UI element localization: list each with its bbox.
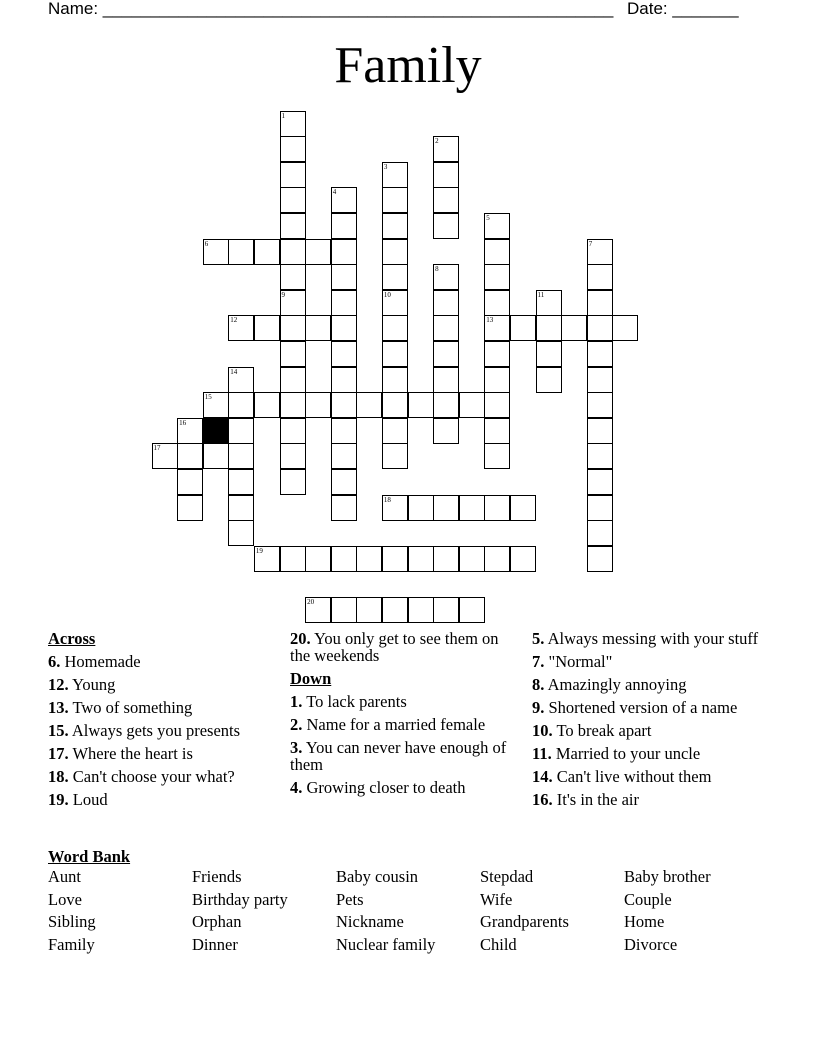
- clue-number: 20.: [290, 629, 311, 648]
- crossword-cell[interactable]: [228, 367, 254, 393]
- crossword-cell[interactable]: [433, 597, 459, 623]
- across-clue: [48, 653, 280, 670]
- crossword-cell[interactable]: [254, 315, 280, 341]
- crossword-cell[interactable]: [280, 136, 306, 162]
- crossword-cell[interactable]: [433, 290, 459, 316]
- crossword-cell[interactable]: [331, 213, 357, 239]
- cell-number: 11: [537, 290, 545, 299]
- clue-number: 15.: [48, 721, 69, 740]
- crossword-cell[interactable]: [280, 392, 306, 418]
- crossword-cell[interactable]: [228, 418, 254, 444]
- word-bank-item: Pets: [336, 889, 364, 909]
- cell-number: 18: [383, 495, 391, 504]
- crossword-cell[interactable]: [280, 546, 306, 572]
- word-bank-item: Stepdad: [480, 867, 534, 886]
- down-clue: [532, 745, 764, 762]
- cell-number: 4: [332, 188, 337, 197]
- crossword-cell[interactable]: [408, 392, 434, 418]
- crossword-cell[interactable]: [459, 597, 485, 623]
- crossword-cell[interactable]: [305, 546, 331, 572]
- cell-number: 3: [383, 162, 388, 171]
- crossword-cell[interactable]: [331, 443, 357, 469]
- clue-number: 3.: [290, 738, 303, 757]
- clue-text: To lack parents: [306, 692, 407, 711]
- page-title: Family: [334, 37, 482, 94]
- clue-number: 18.: [48, 767, 69, 786]
- clue-text: Shortened version of a name: [548, 698, 738, 717]
- crossword-cell[interactable]: [382, 239, 408, 265]
- crossword-cell[interactable]: [305, 239, 331, 265]
- across-clue: [48, 699, 280, 716]
- cell-number: 6: [204, 239, 209, 248]
- clue-text: Always messing with your stuff: [547, 629, 759, 648]
- down-clue: [532, 791, 764, 808]
- crossword-cell[interactable]: [382, 264, 408, 290]
- down-heading: Down: [290, 669, 332, 688]
- crossword-cell[interactable]: [484, 418, 510, 444]
- clues-column-2: [290, 630, 522, 802]
- crossword-cell[interactable]: [408, 495, 434, 521]
- crossword-cell[interactable]: [280, 264, 306, 290]
- down-clue: [532, 630, 764, 647]
- down-clue: [290, 739, 522, 773]
- crossword-cell[interactable]: [280, 213, 306, 239]
- crossword-cell[interactable]: [203, 239, 229, 265]
- crossword-cell[interactable]: [382, 495, 408, 521]
- crossword-cell[interactable]: [228, 443, 254, 469]
- crossword-cell[interactable]: [433, 162, 459, 188]
- across-clue: [48, 745, 280, 762]
- crossword-cell[interactable]: [408, 597, 434, 623]
- crossword-cell[interactable]: [484, 367, 510, 393]
- word-bank-item: Divorce: [624, 934, 678, 954]
- name-field-label: Name: ______________________________________________________: [48, 0, 614, 18]
- clue-number: 11.: [532, 744, 552, 763]
- crossword-cell[interactable]: [587, 520, 613, 546]
- word-bank-item: Friends: [192, 867, 242, 886]
- down-clue: [532, 699, 764, 716]
- clue-number: 12.: [48, 675, 69, 694]
- down-clue: [532, 722, 764, 739]
- down-clue: [532, 653, 764, 670]
- clue-number: 10.: [532, 721, 553, 740]
- down-clue: [290, 716, 522, 733]
- crossword-cell[interactable]: [382, 341, 408, 367]
- clue-text: Can't choose your what?: [72, 767, 235, 786]
- crossword-cell[interactable]: [382, 546, 408, 572]
- crossword-cell[interactable]: [177, 495, 203, 521]
- word-bank-item: Baby cousin: [336, 867, 419, 886]
- crossword-cell[interactable]: [228, 469, 254, 495]
- crossword-cell[interactable]: [280, 111, 306, 137]
- crossword-cell[interactable]: [331, 418, 357, 444]
- cell-number: 10: [383, 290, 391, 299]
- crossword-cell[interactable]: [459, 546, 485, 572]
- crossword-cell[interactable]: [484, 315, 510, 341]
- date-field-label: Date: _______: [627, 0, 739, 18]
- crossword-cell[interactable]: [433, 418, 459, 444]
- clue-text: Always gets you presents: [71, 721, 241, 740]
- clue-text: Growing closer to death: [306, 778, 466, 797]
- crossword-cell[interactable]: [587, 392, 613, 418]
- crossword-cell[interactable]: [331, 315, 357, 341]
- cell-number: 7: [588, 239, 593, 248]
- clue-text: It's in the air: [556, 790, 639, 809]
- word-bank-item: Nickname: [336, 912, 404, 931]
- crossword-cell[interactable]: [331, 290, 357, 316]
- word-bank-item: Grandparents: [480, 912, 569, 931]
- crossword-cell[interactable]: [280, 290, 306, 316]
- crossword-cell[interactable]: [203, 443, 229, 469]
- crossword-cell[interactable]: [433, 495, 459, 521]
- cell-number: 12: [230, 316, 238, 325]
- crossword-cell[interactable]: [331, 469, 357, 495]
- crossword-cell[interactable]: [536, 341, 562, 367]
- crossword-cell[interactable]: [254, 392, 280, 418]
- crossword-cell[interactable]: [510, 315, 536, 341]
- crossword-cell[interactable]: [408, 546, 434, 572]
- crossword-cell[interactable]: [433, 315, 459, 341]
- crossword-cell[interactable]: [433, 136, 459, 162]
- across-heading: Across: [48, 629, 96, 648]
- crossword-cell[interactable]: [587, 264, 613, 290]
- crossword-cell[interactable]: [382, 290, 408, 316]
- word-bank-item: Sibling: [48, 912, 96, 931]
- crossword-cell[interactable]: [331, 367, 357, 393]
- crossword-cell[interactable]: [587, 367, 613, 393]
- cell-number: 9: [281, 290, 285, 299]
- crossword-cell[interactable]: [177, 418, 203, 444]
- crossword-cell[interactable]: [484, 546, 510, 572]
- word-bank-item: Birthday party: [192, 889, 288, 909]
- crossword-cell[interactable]: [459, 495, 485, 521]
- clue-number: 19.: [48, 790, 69, 809]
- clues-column-3: [532, 630, 764, 814]
- down-clue: [532, 768, 764, 785]
- crossword-cell[interactable]: [484, 443, 510, 469]
- crossword-cell[interactable]: [228, 495, 254, 521]
- word-bank-item: Family: [48, 934, 95, 954]
- cell-number: 20: [307, 597, 315, 606]
- crossword-cell[interactable]: [280, 341, 306, 367]
- word-bank-title: Word Bank: [48, 847, 131, 866]
- word-bank-item: Wife: [480, 889, 513, 909]
- word-bank-item: Dinner: [192, 934, 238, 954]
- crossword-cell[interactable]: [433, 341, 459, 367]
- crossword-cell[interactable]: [356, 546, 382, 572]
- across-clue: [290, 630, 522, 664]
- crossword-cell[interactable]: [331, 239, 357, 265]
- crossword-cell[interactable]: [280, 443, 306, 469]
- cell-number: 5: [486, 213, 490, 222]
- crossword-cell[interactable]: [587, 239, 613, 265]
- crossword-cell[interactable]: [305, 392, 331, 418]
- crossword-cell[interactable]: [228, 315, 254, 341]
- cell-number: 16: [179, 418, 187, 427]
- word-bank-item: Orphan: [192, 912, 242, 931]
- clue-number: 6.: [48, 652, 61, 671]
- clue-number: 1.: [290, 692, 303, 711]
- crossword-cell[interactable]: [433, 187, 459, 213]
- crossword-cell[interactable]: [587, 315, 613, 341]
- clue-number: 16.: [532, 790, 553, 809]
- crossword-cell[interactable]: [510, 546, 536, 572]
- crossword-cell[interactable]: [152, 443, 178, 469]
- cell-number: 19: [255, 546, 263, 555]
- crossword-cell[interactable]: [484, 239, 510, 265]
- crossword-cell[interactable]: [177, 443, 203, 469]
- crossword-cell[interactable]: [331, 341, 357, 367]
- crossword-cell[interactable]: [484, 290, 510, 316]
- crossword-cell[interactable]: [382, 315, 408, 341]
- cell-number: 8: [435, 265, 439, 274]
- clue-text: You can never have enough of them: [290, 738, 507, 774]
- cell-number: 13: [486, 316, 494, 325]
- word-bank: [48, 868, 768, 953]
- cell-number: 15: [204, 393, 212, 402]
- crossword-cell[interactable]: [587, 495, 613, 521]
- clue-number: 17.: [48, 744, 69, 763]
- crossword-cell[interactable]: [561, 315, 587, 341]
- crossword-cell[interactable]: [280, 239, 306, 265]
- clue-text: Loud: [72, 790, 108, 809]
- crossword-cell[interactable]: [177, 469, 203, 495]
- crossword-cell[interactable]: [382, 187, 408, 213]
- crossword-cell[interactable]: [587, 443, 613, 469]
- across-clue: [48, 768, 280, 785]
- crossword-cell[interactable]: [536, 367, 562, 393]
- crossword-cell[interactable]: [484, 264, 510, 290]
- crossword-cell[interactable]: [356, 597, 382, 623]
- crossword-cell[interactable]: [382, 443, 408, 469]
- clue-number: 8.: [532, 675, 545, 694]
- clue-text: Where the heart is: [72, 744, 193, 763]
- crossword-cell[interactable]: [433, 392, 459, 418]
- clue-text: Can't live without them: [556, 767, 712, 786]
- cell-number: 17: [153, 444, 161, 453]
- crossword-cell[interactable]: [382, 162, 408, 188]
- crossword-cell[interactable]: [433, 367, 459, 393]
- crossword-cell[interactable]: [331, 392, 357, 418]
- crossword-cell[interactable]: [612, 315, 638, 341]
- clue-text: Married to your uncle: [555, 744, 701, 763]
- crossword-cell[interactable]: [228, 239, 254, 265]
- crossword-cell[interactable]: [587, 290, 613, 316]
- crossword-cell[interactable]: [331, 546, 357, 572]
- crossword-cell[interactable]: [382, 367, 408, 393]
- crossword-cell[interactable]: [587, 418, 613, 444]
- clue-text: To break apart: [556, 721, 652, 740]
- clue-text: "Normal": [548, 652, 613, 671]
- crossword-cell[interactable]: [587, 469, 613, 495]
- crossword-cell[interactable]: [331, 597, 357, 623]
- crossword-cell[interactable]: [433, 546, 459, 572]
- cell-number: 2: [435, 137, 439, 146]
- clue-number: 2.: [290, 715, 303, 734]
- crossword-black-cell: [203, 418, 229, 444]
- crossword-cell[interactable]: [203, 392, 229, 418]
- crossword-cell[interactable]: [484, 213, 510, 239]
- crossword-cell[interactable]: [280, 418, 306, 444]
- clue-number: 5.: [532, 629, 545, 648]
- clue-number: 13.: [48, 698, 69, 717]
- crossword-cell[interactable]: [382, 392, 408, 418]
- crossword-cell[interactable]: [536, 315, 562, 341]
- across-clue: [48, 676, 280, 693]
- cell-number: 1: [281, 111, 285, 120]
- crossword-cell[interactable]: [587, 341, 613, 367]
- crossword-cell[interactable]: [280, 367, 306, 393]
- word-bank-item: Aunt: [48, 867, 81, 886]
- crossword-cell[interactable]: [536, 290, 562, 316]
- down-clue: [532, 676, 764, 693]
- crossword-cell[interactable]: [331, 264, 357, 290]
- crossword-cell[interactable]: [280, 469, 306, 495]
- crossword-cell[interactable]: [510, 495, 536, 521]
- crossword-cell[interactable]: [280, 315, 306, 341]
- across-clue: [48, 722, 280, 739]
- crossword-cell[interactable]: [382, 597, 408, 623]
- clue-text: Amazingly annoying: [547, 675, 687, 694]
- crossword-cell[interactable]: [356, 392, 382, 418]
- word-bank-item: Child: [480, 934, 517, 954]
- crossword-cell[interactable]: [433, 213, 459, 239]
- crossword-cell[interactable]: [228, 520, 254, 546]
- down-clue: [290, 693, 522, 710]
- across-clue: [48, 791, 280, 808]
- crossword-cell[interactable]: [433, 264, 459, 290]
- crossword-cell[interactable]: [484, 495, 510, 521]
- clue-number: 9.: [532, 698, 545, 717]
- clue-number: 14.: [532, 767, 553, 786]
- crossword-cell[interactable]: [254, 239, 280, 265]
- word-bank-item: Home: [624, 912, 665, 931]
- clue-text: Name for a married female: [306, 715, 486, 734]
- crossword-cell[interactable]: [305, 315, 331, 341]
- crossword-cell[interactable]: [280, 162, 306, 188]
- crossword-cell[interactable]: [331, 187, 357, 213]
- word-bank-item: Baby brother: [624, 867, 711, 886]
- crossword-cell[interactable]: [382, 418, 408, 444]
- cell-number: 14: [230, 367, 238, 376]
- clues-column-1: [48, 630, 280, 814]
- crossword-cell[interactable]: [228, 392, 254, 418]
- down-clue: [290, 779, 522, 796]
- crossword-cell[interactable]: [280, 187, 306, 213]
- word-bank-item: Nuclear family: [336, 934, 436, 954]
- crossword-cell[interactable]: [484, 392, 510, 418]
- clue-text: You only get to see them on the weekends: [290, 629, 499, 665]
- clue-text: Homemade: [64, 652, 141, 671]
- crossword-cell[interactable]: [459, 392, 485, 418]
- word-bank-item: Couple: [624, 889, 672, 909]
- crossword-cell[interactable]: [254, 546, 280, 572]
- crossword-cell[interactable]: [587, 546, 613, 572]
- crossword-cell[interactable]: [382, 213, 408, 239]
- clue-number: 4.: [290, 778, 303, 797]
- clue-text: Two of something: [72, 698, 193, 717]
- word-bank-item: Love: [48, 889, 82, 909]
- crossword-cell[interactable]: [305, 597, 331, 623]
- crossword-cell[interactable]: [331, 495, 357, 521]
- crossword-cell[interactable]: [484, 341, 510, 367]
- clue-text: Young: [72, 675, 116, 694]
- clue-number: 7.: [532, 652, 545, 671]
